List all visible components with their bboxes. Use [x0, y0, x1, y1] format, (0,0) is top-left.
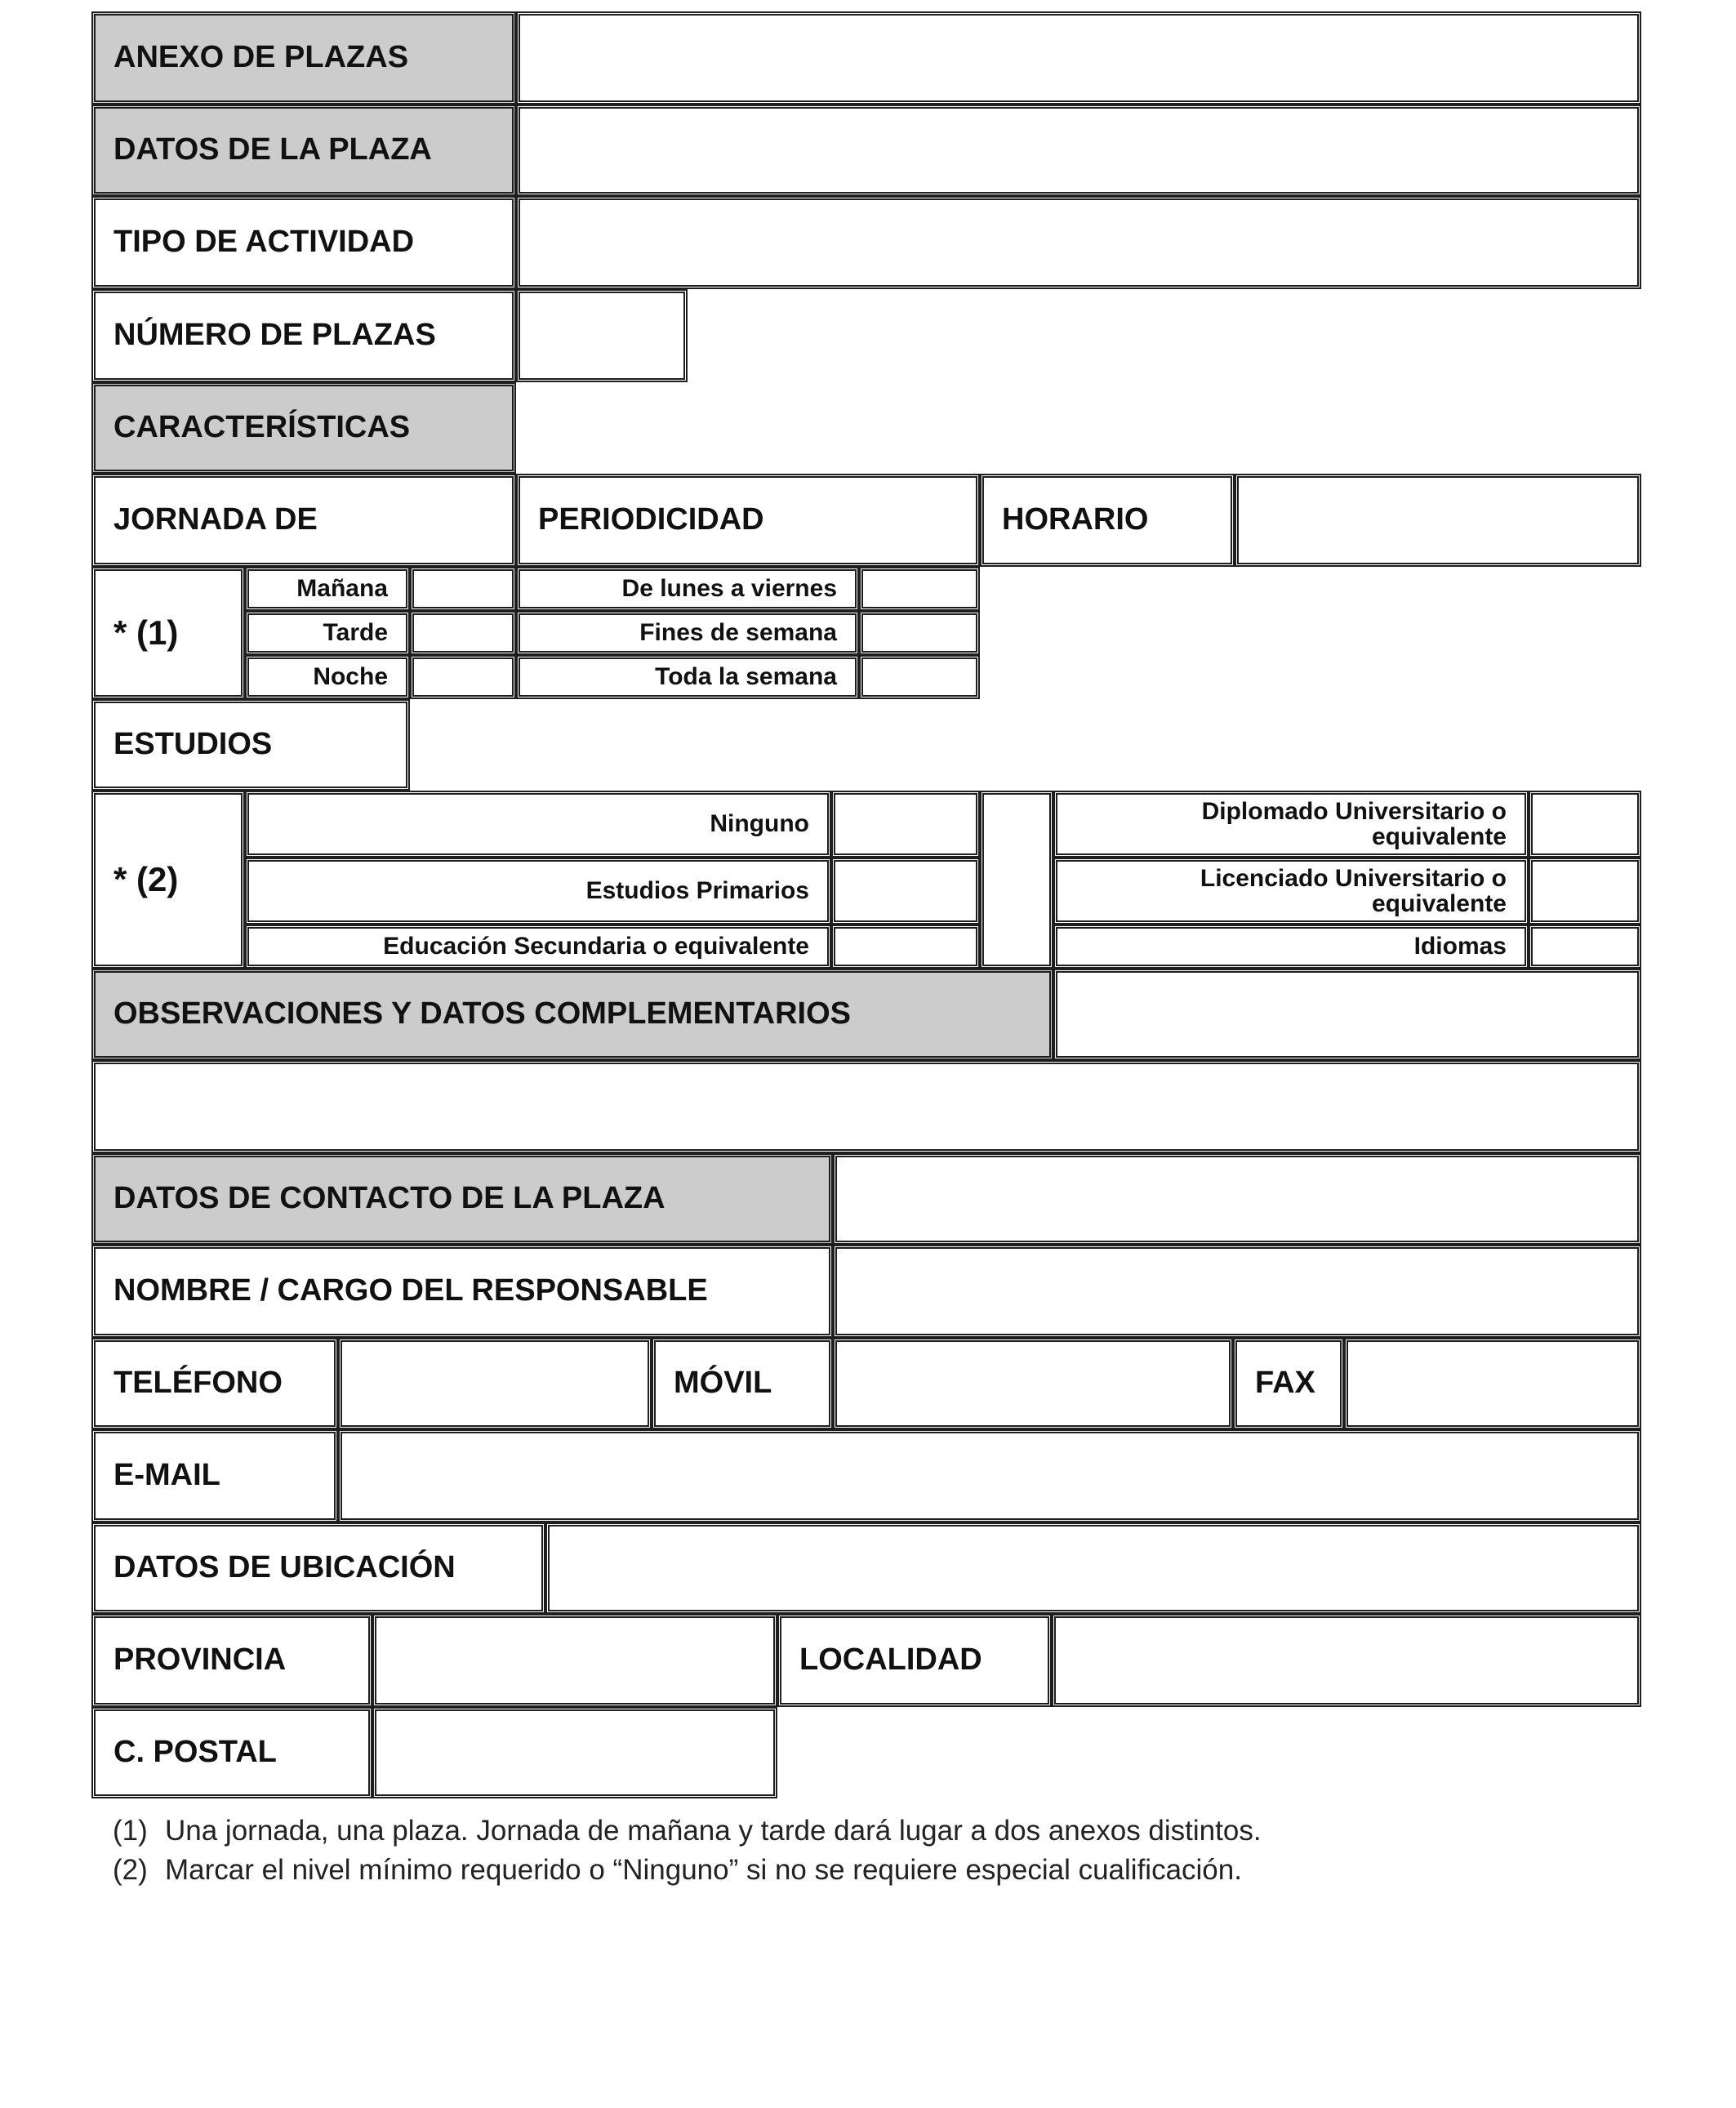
shift-morning-checkbox[interactable]	[410, 567, 516, 611]
frequency-weekdays-label: De lunes a viernes	[516, 567, 859, 611]
footnote-1-number: (1)	[113, 1815, 148, 1847]
frequency-label: PERIODICIDAD	[516, 474, 980, 567]
locality-field[interactable]	[1052, 1614, 1641, 1707]
contact-data-label: DATOS DE CONTACTO DE LA PLAZA	[91, 1153, 833, 1245]
activity-type-label: TIPO DE ACTIVIDAD	[91, 196, 516, 289]
shift-night-checkbox[interactable]	[410, 655, 516, 699]
studies-primary-label: Estudios Primarios	[245, 858, 831, 925]
footnote-2-text: Marcar el nivel mínimo requerido o “Ninguno” si no se requiere especial cualificación.	[165, 1854, 1242, 1886]
location-data-label: DATOS DE UBICACIÓN	[91, 1522, 545, 1614]
annex-field[interactable]	[516, 11, 1641, 105]
studies-secondary-label: Educación Secundaria o equivalente	[245, 925, 831, 969]
footnote-1	[113, 1815, 1262, 1847]
location-data-field[interactable]	[545, 1522, 1641, 1614]
contact-data-field[interactable]	[833, 1153, 1641, 1245]
studies-secondary-checkbox[interactable]	[831, 925, 980, 969]
note-ref-1: * (1)	[91, 567, 245, 699]
studies-languages-label: Idiomas	[1053, 925, 1529, 969]
note-ref-2: * (2)	[91, 791, 245, 969]
number-of-positions-label: NÚMERO DE PLAZAS	[91, 289, 516, 382]
footnote-2-number: (2)	[113, 1854, 148, 1886]
email-field[interactable]	[338, 1429, 1641, 1522]
activity-type-field[interactable]	[516, 196, 1641, 289]
fax-field[interactable]	[1344, 1338, 1641, 1429]
characteristics-label: CARACTERÍSTICAS	[91, 382, 516, 474]
observations-field[interactable]	[91, 1060, 1641, 1153]
schedule-label: HORARIO	[980, 474, 1235, 567]
phone-field[interactable]	[338, 1338, 652, 1429]
frequency-weekends-label: Fines de semana	[516, 611, 859, 655]
position-data-label: DATOS DE LA PLAZA	[91, 105, 516, 196]
studies-diploma-label: Diplomado Universitario o equivalente	[1053, 791, 1529, 858]
locality-label: LOCALIDAD	[777, 1614, 1052, 1707]
studies-none-checkbox[interactable]	[831, 791, 980, 858]
footnote-2	[113, 1854, 1242, 1887]
postal-code-label: C. POSTAL	[91, 1707, 372, 1798]
position-data-field[interactable]	[516, 105, 1641, 196]
postal-code-field[interactable]	[372, 1707, 777, 1798]
shift-label: JORNADA DE	[91, 474, 516, 567]
frequency-weekends-checkbox[interactable]	[859, 611, 980, 655]
frequency-all-week-checkbox[interactable]	[859, 655, 980, 699]
shift-afternoon-label: Tarde	[245, 611, 410, 655]
observations-label: OBSERVACIONES Y DATOS COMPLEMENTARIOS	[91, 969, 1053, 1060]
studies-none-label: Ninguno	[245, 791, 831, 858]
frequency-weekdays-checkbox[interactable]	[859, 567, 980, 611]
studies-licentiate-checkbox[interactable]	[1529, 858, 1641, 925]
studies-diploma-checkbox[interactable]	[1529, 791, 1641, 858]
province-field[interactable]	[372, 1614, 777, 1707]
studies-licentiate-label: Licenciado Universitario o equivalente	[1053, 858, 1529, 925]
shift-morning-label: Mañana	[245, 567, 410, 611]
number-of-positions-field[interactable]	[516, 289, 688, 382]
mobile-field[interactable]	[833, 1338, 1233, 1429]
schedule-field[interactable]	[1235, 474, 1641, 567]
phone-label: TELÉFONO	[91, 1338, 338, 1429]
fax-label: FAX	[1233, 1338, 1344, 1429]
email-label: E-MAIL	[91, 1429, 338, 1522]
shift-afternoon-checkbox[interactable]	[410, 611, 516, 655]
province-label: PROVINCIA	[91, 1614, 372, 1707]
mobile-label: MÓVIL	[652, 1338, 833, 1429]
studies-languages-checkbox[interactable]	[1529, 925, 1641, 969]
footnote-1-text: Una jornada, una plaza. Jornada de mañana y tarde dará lugar a dos anexos distintos.	[165, 1815, 1262, 1847]
annex-title-label: ANEXO DE PLAZAS	[91, 11, 516, 105]
manager-name-label: NOMBRE / CARGO DEL RESPONSABLE	[91, 1245, 833, 1338]
frequency-all-week-label: Toda la semana	[516, 655, 859, 699]
studies-primary-checkbox[interactable]	[831, 858, 980, 925]
shift-night-label: Noche	[245, 655, 410, 699]
observations-header-field[interactable]	[1053, 969, 1641, 1060]
studies-separator-cell	[980, 791, 1053, 969]
manager-name-field[interactable]	[833, 1245, 1641, 1338]
studies-label: ESTUDIOS	[91, 699, 410, 791]
